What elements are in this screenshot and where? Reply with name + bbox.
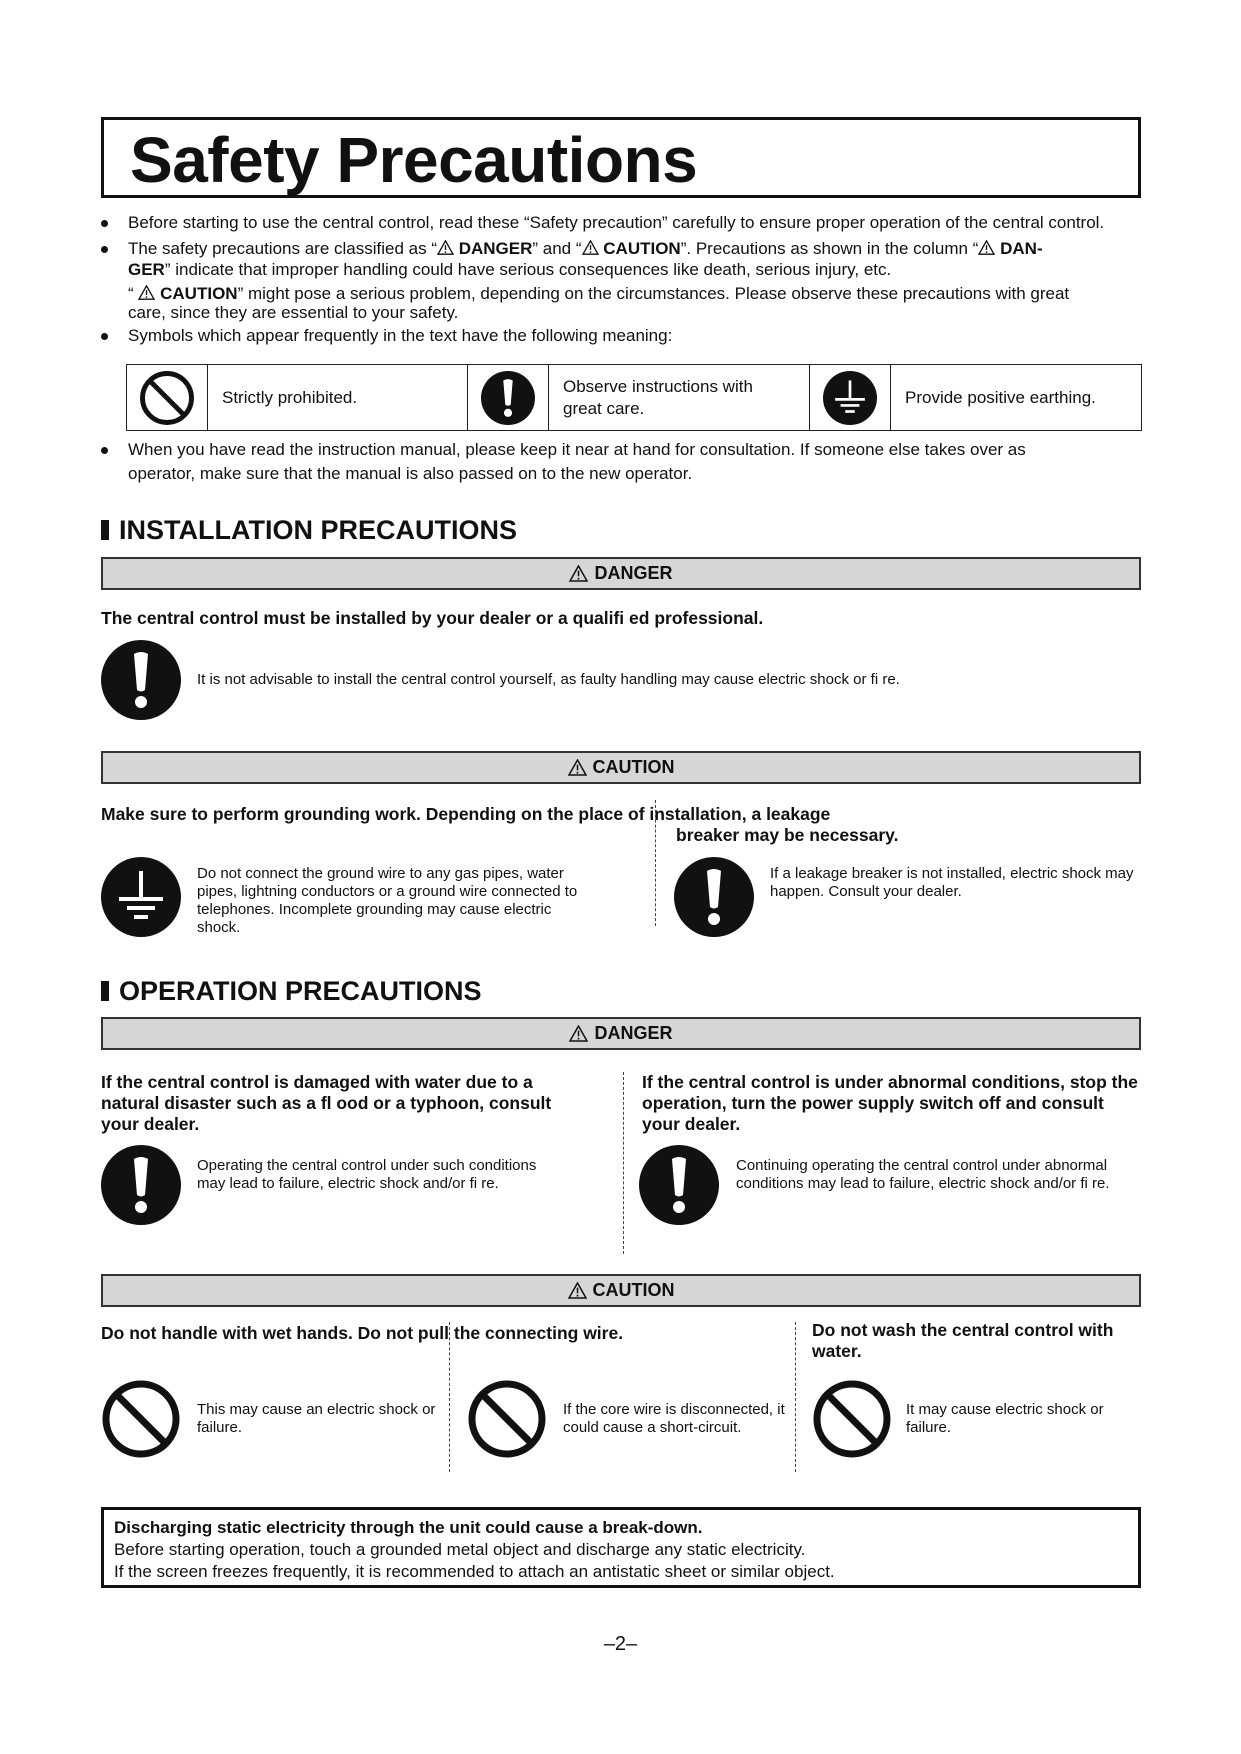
operation-caution-left-heading: Do not handle with wet hands. Do not pull the connecting wire.	[101, 1323, 624, 1343]
banner-label: DANGER	[594, 563, 673, 583]
intro-text: ”. Precautions as shown in the column “	[680, 239, 979, 258]
prohibited-icon	[101, 1379, 181, 1459]
symbols-table	[126, 364, 1142, 431]
caution-word: CAUTION	[160, 284, 238, 303]
banner-label: CAUTION	[592, 757, 675, 777]
warning-triangle-icon	[569, 565, 588, 582]
warning-triangle-icon	[437, 240, 454, 255]
installation-caution-heading: Make sure to perform grounding work. Depending on the place of installation, a leakage	[101, 804, 831, 824]
exclamation-icon	[101, 640, 181, 720]
static-note-line: Before starting operation, touch a grounded metal object and discharge any static electricity.	[114, 1540, 806, 1559]
installation-danger-banner	[101, 557, 1141, 590]
column-divider	[449, 1322, 450, 1472]
intro-text: ” and “	[532, 239, 582, 258]
installation-danger-heading: The central control must be installed by your dealer or a qualifi ed professional.	[101, 608, 764, 628]
intro-bullet-4-text: operator, make sure that the manual is also passed on to the new operator.	[128, 464, 693, 483]
prohibited-icon	[467, 1379, 547, 1459]
bullet-dot	[101, 220, 108, 227]
warning-triangle-icon	[138, 285, 155, 300]
caution-word: CAUTION	[603, 239, 681, 258]
warning-triangle-icon	[568, 1282, 587, 1299]
warning-triangle-icon	[582, 240, 599, 255]
intro-text: ” indicate that improper handling could have serious consequences like death, serious injury, etc.	[164, 260, 892, 279]
static-note-heading: Discharging static electricity through the unit could cause a break-down.	[114, 1518, 703, 1537]
operation-danger-banner	[101, 1017, 1141, 1050]
static-note-box	[101, 1507, 1141, 1588]
installation-heading-text: INSTALLATION PRECAUTIONS	[119, 515, 517, 545]
operation-heading-text: OPERATION PRECAUTIONS	[119, 976, 482, 1006]
symbol-label: Observe instructions with great care.	[549, 365, 810, 430]
symbol-label: Strictly prohibited.	[208, 365, 468, 430]
operation-caution-col2-text: If the core wire is disconnected, it could cause a short-circuit.	[563, 1401, 785, 1436]
intro-text: care, since they are essential to your safety.	[128, 303, 459, 322]
danger-word: DANGER	[458, 239, 533, 258]
operation-danger-right-heading: If the central control is under abnormal conditions, stop the operation, turn the power supply switch off and consult your dealer.	[642, 1072, 1138, 1134]
operation-danger-right-text: Continuing operating the central control under abnormal conditions may lead to failure, electric shock and/or fi re.	[736, 1157, 1110, 1192]
title-box	[101, 117, 1141, 198]
danger-word: DAN-	[1000, 239, 1043, 258]
earth-ground-icon	[101, 857, 181, 937]
page-title: Safety Precautions	[130, 124, 698, 196]
warning-triangle-icon	[978, 240, 995, 255]
banner-label: CAUTION	[592, 1280, 675, 1300]
intro-text: The safety precautions are classified as “	[128, 239, 437, 258]
heading-bar	[101, 520, 109, 540]
operation-danger-left-heading: If the central control is damaged with water due to a natural disaster such as a fl ood or a typhoon, consult your dealer.	[101, 1072, 552, 1134]
exclamation-icon	[674, 857, 754, 937]
operation-caution-col1-text: This may cause an electric shock or failure.	[197, 1401, 436, 1436]
bullet-dot	[101, 333, 108, 340]
bullet-dot	[101, 447, 108, 454]
symbol-label: Provide positive earthing.	[905, 387, 1096, 407]
installation-danger-text: It is not advisable to install the central control yourself, as faulty handling may cause electric shock or fi re.	[197, 671, 900, 688]
earth-ground-icon	[823, 371, 877, 425]
installation-caution-banner	[101, 751, 1141, 784]
operation-caution-banner	[101, 1274, 1141, 1307]
operation-danger-left-text: Operating the central control under such conditions may lead to failure, electric shock and/or fi re.	[197, 1157, 537, 1192]
column-divider	[655, 800, 656, 926]
installation-caution-left-text: Do not connect the ground wire to any gas pipes, water pipes, lightning conductors or a ground wire connected to telephones. Incomplete grounding may cause electric shock.	[197, 865, 578, 936]
banner-label: DANGER	[594, 1023, 673, 1043]
column-divider	[623, 1072, 624, 1254]
heading-bar	[101, 981, 109, 1001]
symbol-cell	[468, 365, 549, 430]
static-note-line: If the screen freezes frequently, it is recommended to attach an antistatic sheet or similar object.	[114, 1562, 835, 1581]
intro-text: “	[128, 284, 139, 303]
bullet-dot	[101, 246, 108, 253]
column-divider	[795, 1322, 796, 1472]
installation-caution-right-text: If a leakage breaker is not installed, electric shock may happen. Consult your dealer.	[770, 865, 1134, 900]
exclamation-icon	[481, 371, 535, 425]
intro-bullet-1-text: Before starting to use the central control, read these “Safety precaution” carefully to ensure proper operation of the central control.	[128, 213, 1105, 232]
warning-triangle-icon	[569, 1025, 588, 1042]
installation-caution-heading: breaker may be necessary.	[676, 825, 899, 845]
page-number: –2–	[603, 1633, 638, 1655]
exclamation-icon	[639, 1145, 719, 1225]
operation-heading	[101, 975, 482, 1007]
prohibited-icon	[139, 370, 195, 426]
exclamation-icon	[101, 1145, 181, 1225]
intro-bullet-3-text: Symbols which appear frequently in the text have the following meaning:	[128, 326, 673, 345]
intro-bullet-4-text: When you have read the instruction manual, please keep it near at hand for consultation. If someone else takes over as	[128, 440, 1026, 459]
symbol-cell	[810, 365, 891, 430]
operation-caution-col3-text: It may cause electric shock or failure.	[906, 1401, 1104, 1436]
symbol-cell	[127, 365, 208, 430]
danger-word: GER	[128, 260, 165, 279]
installation-heading	[101, 514, 517, 546]
intro-text: ” might pose a serious problem, depending on the circumstances. Please observe these precautions with great	[237, 284, 1070, 303]
prohibited-icon	[812, 1379, 892, 1459]
operation-caution-right-heading: Do not wash the central control with water.	[812, 1320, 1114, 1361]
warning-triangle-icon	[568, 759, 587, 776]
